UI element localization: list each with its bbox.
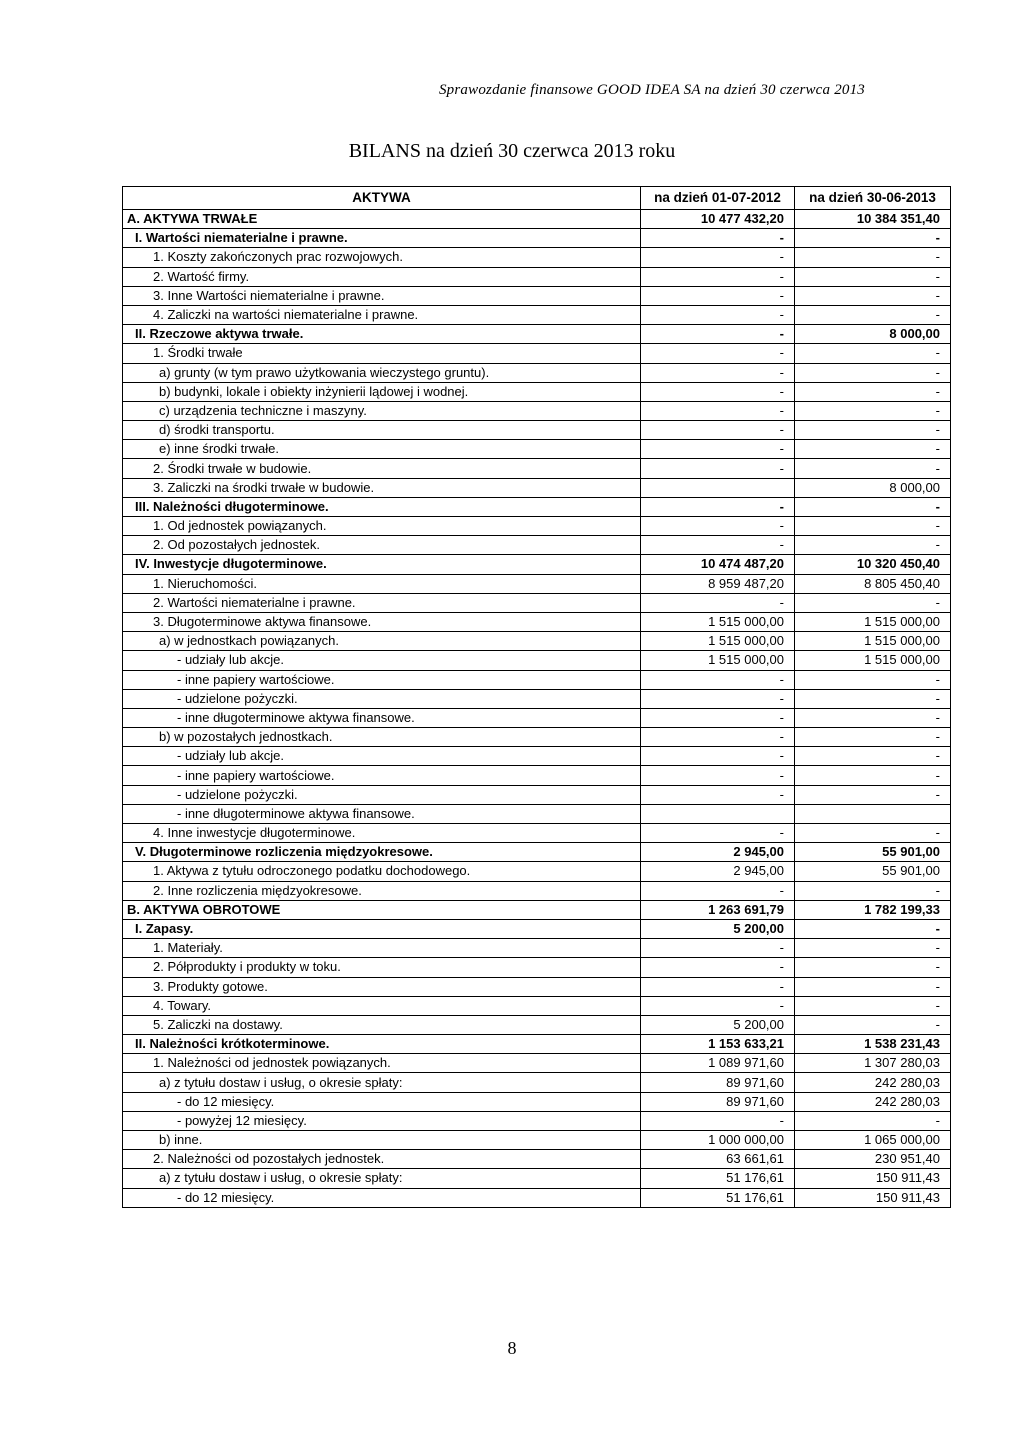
- table-row: [123, 977, 951, 996]
- row-label: a) grunty (w tym prawo użytkowania wieczystego gruntu).: [123, 363, 641, 382]
- table-row: [123, 555, 951, 574]
- value-2013: -: [795, 766, 951, 785]
- row-label: 3. Inne Wartości niematerialne i prawne.: [123, 286, 641, 305]
- value-2013: [795, 804, 951, 823]
- row-label: B. AKTYWA OBROTOWE: [123, 900, 641, 919]
- value-2013: 242 280,03: [795, 1092, 951, 1111]
- value-2012: 1 515 000,00: [641, 612, 795, 631]
- row-label: II. Rzeczowe aktywa trwałe.: [123, 325, 641, 344]
- value-2013: -: [795, 996, 951, 1015]
- value-2012: -: [641, 766, 795, 785]
- value-2013: -: [795, 517, 951, 536]
- value-2013: 1 538 231,43: [795, 1035, 951, 1054]
- row-label: - powyżej 12 miesięcy.: [123, 1111, 641, 1130]
- row-label: b) w pozostałych jednostkach.: [123, 728, 641, 747]
- value-2013: 1 782 199,33: [795, 900, 951, 919]
- value-2012: 1 153 633,21: [641, 1035, 795, 1054]
- value-2013: 1 515 000,00: [795, 632, 951, 651]
- table-row: [123, 363, 951, 382]
- row-label: 1. Należności od jednostek powiązanych.: [123, 1054, 641, 1073]
- value-2012: [641, 804, 795, 823]
- value-2012: -: [641, 421, 795, 440]
- value-2012: 51 176,61: [641, 1169, 795, 1188]
- value-2012: -: [641, 517, 795, 536]
- row-label: 4. Towary.: [123, 996, 641, 1015]
- table-row: [123, 286, 951, 305]
- column-header-assets: AKTYWA: [123, 187, 641, 210]
- table-row: [123, 478, 951, 497]
- table-row: [123, 1035, 951, 1054]
- value-2013: 150 911,43: [795, 1169, 951, 1188]
- row-label: I. Zapasy.: [123, 919, 641, 938]
- row-label: 1. Od jednostek powiązanych.: [123, 517, 641, 536]
- value-2013: 1 515 000,00: [795, 612, 951, 631]
- value-2013: 8 000,00: [795, 325, 951, 344]
- row-label: 1. Nieruchomości.: [123, 574, 641, 593]
- table-row: [123, 497, 951, 516]
- row-label: - inne długoterminowe aktywa finansowe.: [123, 804, 641, 823]
- table-row: [123, 1054, 951, 1073]
- value-2013: -: [795, 267, 951, 286]
- row-label: 4. Zaliczki na wartości niematerialne i prawne.: [123, 305, 641, 324]
- table-row: [123, 229, 951, 248]
- table-row: [123, 728, 951, 747]
- table-row: [123, 325, 951, 344]
- table-row: [123, 958, 951, 977]
- value-2012: 89 971,60: [641, 1092, 795, 1111]
- row-label: - do 12 miesięcy.: [123, 1092, 641, 1111]
- column-header-2013: na dzień 30-06-2013: [795, 187, 951, 210]
- value-2012: 63 661,61: [641, 1150, 795, 1169]
- value-2013: -: [795, 689, 951, 708]
- row-label: 2. Należności od pozostałych jednostek.: [123, 1150, 641, 1169]
- table-row: [123, 766, 951, 785]
- table-row: [123, 632, 951, 651]
- value-2013: -: [795, 305, 951, 324]
- value-2013: 8 000,00: [795, 478, 951, 497]
- table-row: [123, 919, 951, 938]
- table-row: [123, 440, 951, 459]
- row-label: - inne długoterminowe aktywa finansowe.: [123, 708, 641, 727]
- value-2012: -: [641, 1111, 795, 1130]
- row-label: - udziały lub akcje.: [123, 651, 641, 670]
- row-label: 4. Inne inwestycje długoterminowe.: [123, 824, 641, 843]
- row-label: 2. Od pozostałych jednostek.: [123, 536, 641, 555]
- value-2013: -: [795, 747, 951, 766]
- table-row: [123, 593, 951, 612]
- value-2012: 2 945,00: [641, 862, 795, 881]
- row-label: a) w jednostkach powiązanych.: [123, 632, 641, 651]
- value-2013: -: [795, 248, 951, 267]
- table-row: [123, 536, 951, 555]
- value-2012: 1 089 971,60: [641, 1054, 795, 1073]
- table-row: [123, 1188, 951, 1207]
- table-row: [123, 804, 951, 823]
- value-2013: 55 901,00: [795, 843, 951, 862]
- row-label: c) urządzenia techniczne i maszyny.: [123, 401, 641, 420]
- row-label: 2. Środki trwałe w budowie.: [123, 459, 641, 478]
- value-2013: -: [795, 670, 951, 689]
- value-2013: -: [795, 881, 951, 900]
- column-header-2012: na dzień 01-07-2012: [641, 187, 795, 210]
- value-2012: -: [641, 958, 795, 977]
- table-row: [123, 1111, 951, 1130]
- value-2013: -: [795, 593, 951, 612]
- page-number: 8: [507, 1338, 517, 1358]
- row-label: 2. Wartość firmy.: [123, 267, 641, 286]
- row-label: - udziały lub akcje.: [123, 747, 641, 766]
- value-2013: 1 307 280,03: [795, 1054, 951, 1073]
- row-label: - udzielone pożyczki.: [123, 689, 641, 708]
- value-2012: -: [641, 382, 795, 401]
- value-2013: -: [795, 919, 951, 938]
- table-row: [123, 1131, 951, 1150]
- value-2012: -: [641, 670, 795, 689]
- value-2013: -: [795, 939, 951, 958]
- table-row: [123, 881, 951, 900]
- table-row: [123, 459, 951, 478]
- value-2013: 1 065 000,00: [795, 1131, 951, 1150]
- row-label: III. Należności długoterminowe.: [123, 497, 641, 516]
- table-row: [123, 421, 951, 440]
- row-label: - udzielone pożyczki.: [123, 785, 641, 804]
- table-row: [123, 382, 951, 401]
- value-2013: -: [795, 824, 951, 843]
- value-2013: -: [795, 344, 951, 363]
- row-label: II. Należności krótkoterminowe.: [123, 1035, 641, 1054]
- table-row: [123, 612, 951, 631]
- value-2012: -: [641, 708, 795, 727]
- value-2012: -: [641, 785, 795, 804]
- row-label: e) inne środki trwałe.: [123, 440, 641, 459]
- table-row: [123, 1015, 951, 1034]
- row-label: 1. Koszty zakończonych prac rozwojowych.: [123, 248, 641, 267]
- row-label: 3. Długoterminowe aktywa finansowe.: [123, 612, 641, 631]
- row-label: A. AKTYWA TRWAŁE: [123, 210, 641, 229]
- row-label: b) inne.: [123, 1131, 641, 1150]
- value-2012: -: [641, 286, 795, 305]
- value-2013: 10 384 351,40: [795, 210, 951, 229]
- table-row: [123, 1150, 951, 1169]
- value-2013: -: [795, 440, 951, 459]
- row-label: d) środki transportu.: [123, 421, 641, 440]
- row-label: 3. Zaliczki na środki trwałe w budowie.: [123, 478, 641, 497]
- value-2013: 150 911,43: [795, 1188, 951, 1207]
- table-body: [123, 210, 951, 1208]
- row-label: IV. Inwestycje długoterminowe.: [123, 555, 641, 574]
- page-title: BILANS na dzień 30 czerwca 2013 roku: [348, 140, 676, 162]
- value-2012: 1 263 691,79: [641, 900, 795, 919]
- row-label: - inne papiery wartościowe.: [123, 766, 641, 785]
- value-2012: 1 000 000,00: [641, 1131, 795, 1150]
- value-2012: -: [641, 536, 795, 555]
- value-2012: -: [641, 497, 795, 516]
- row-label: - inne papiery wartościowe.: [123, 670, 641, 689]
- value-2013: -: [795, 382, 951, 401]
- row-label: I. Wartości niematerialne i prawne.: [123, 229, 641, 248]
- row-label: 2. Wartości niematerialne i prawne.: [123, 593, 641, 612]
- value-2012: -: [641, 401, 795, 420]
- row-label: - do 12 miesięcy.: [123, 1188, 641, 1207]
- value-2012: 8 959 487,20: [641, 574, 795, 593]
- row-label: 5. Zaliczki na dostawy.: [123, 1015, 641, 1034]
- value-2013: -: [795, 363, 951, 382]
- table-row: [123, 785, 951, 804]
- table-row: [123, 670, 951, 689]
- table-row: [123, 305, 951, 324]
- value-2013: 242 280,03: [795, 1073, 951, 1092]
- running-header: Sprawozdanie finansowe GOOD IDEA SA na dzień 30 czerwca 2013: [438, 82, 865, 98]
- value-2012: -: [641, 440, 795, 459]
- table-header-row: [123, 187, 951, 210]
- value-2012: 5 200,00: [641, 1015, 795, 1034]
- value-2013: -: [795, 497, 951, 516]
- value-2012: 10 474 487,20: [641, 555, 795, 574]
- value-2012: -: [641, 267, 795, 286]
- table-row: [123, 939, 951, 958]
- value-2012: -: [641, 881, 795, 900]
- value-2012: 10 477 432,20: [641, 210, 795, 229]
- value-2012: -: [641, 459, 795, 478]
- value-2013: -: [795, 421, 951, 440]
- row-label: b) budynki, lokale i obiekty inżynierii lądowej i wodnej.: [123, 382, 641, 401]
- value-2013: 55 901,00: [795, 862, 951, 881]
- table-row: [123, 1092, 951, 1111]
- row-label: 3. Produkty gotowe.: [123, 977, 641, 996]
- row-label: 2. Inne rozliczenia międzyokresowe.: [123, 881, 641, 900]
- table-row: [123, 843, 951, 862]
- value-2013: 1 515 000,00: [795, 651, 951, 670]
- value-2012: -: [641, 229, 795, 248]
- table-row: [123, 651, 951, 670]
- table-row: [123, 344, 951, 363]
- value-2012: 5 200,00: [641, 919, 795, 938]
- table-row: [123, 862, 951, 881]
- value-2012: 1 515 000,00: [641, 632, 795, 651]
- value-2012: -: [641, 977, 795, 996]
- balance-sheet-table: [122, 186, 951, 1208]
- value-2012: -: [641, 824, 795, 843]
- value-2013: -: [795, 708, 951, 727]
- table-row: [123, 401, 951, 420]
- table-row: [123, 210, 951, 229]
- value-2013: -: [795, 536, 951, 555]
- row-label: 2. Półprodukty i produkty w toku.: [123, 958, 641, 977]
- row-label: a) z tytułu dostaw i usług, o okresie spłaty:: [123, 1073, 641, 1092]
- value-2012: -: [641, 939, 795, 958]
- table-row: [123, 574, 951, 593]
- row-label: V. Długoterminowe rozliczenia międzyokresowe.: [123, 843, 641, 862]
- table-row: [123, 708, 951, 727]
- row-label: 1. Środki trwałe: [123, 344, 641, 363]
- value-2012: -: [641, 689, 795, 708]
- value-2013: -: [795, 1015, 951, 1034]
- value-2013: -: [795, 958, 951, 977]
- value-2012: -: [641, 325, 795, 344]
- row-label: 1. Aktywa z tytułu odroczonego podatku dochodowego.: [123, 862, 641, 881]
- row-label: 1. Materiały.: [123, 939, 641, 958]
- value-2012: 89 971,60: [641, 1073, 795, 1092]
- value-2013: -: [795, 401, 951, 420]
- table-row: [123, 1169, 951, 1188]
- table-row: [123, 824, 951, 843]
- value-2012: 51 176,61: [641, 1188, 795, 1207]
- table-row: [123, 1073, 951, 1092]
- value-2013: -: [795, 977, 951, 996]
- table-row: [123, 517, 951, 536]
- table-row: [123, 267, 951, 286]
- value-2013: -: [795, 286, 951, 305]
- value-2013: -: [795, 459, 951, 478]
- table-row: [123, 689, 951, 708]
- value-2012: -: [641, 996, 795, 1015]
- value-2012: -: [641, 344, 795, 363]
- value-2012: [641, 478, 795, 497]
- table-row: [123, 248, 951, 267]
- value-2012: -: [641, 305, 795, 324]
- value-2012: -: [641, 747, 795, 766]
- value-2012: -: [641, 728, 795, 747]
- value-2013: -: [795, 1111, 951, 1130]
- row-label: a) z tytułu dostaw i usług, o okresie spłaty:: [123, 1169, 641, 1188]
- value-2012: -: [641, 248, 795, 267]
- table-row: [123, 747, 951, 766]
- value-2012: -: [641, 363, 795, 382]
- value-2012: -: [641, 593, 795, 612]
- table-row: [123, 900, 951, 919]
- value-2013: -: [795, 785, 951, 804]
- value-2013: 10 320 450,40: [795, 555, 951, 574]
- value-2013: -: [795, 229, 951, 248]
- value-2012: 1 515 000,00: [641, 651, 795, 670]
- value-2013: -: [795, 728, 951, 747]
- value-2013: 230 951,40: [795, 1150, 951, 1169]
- value-2012: 2 945,00: [641, 843, 795, 862]
- table-row: [123, 996, 951, 1015]
- value-2013: 8 805 450,40: [795, 574, 951, 593]
